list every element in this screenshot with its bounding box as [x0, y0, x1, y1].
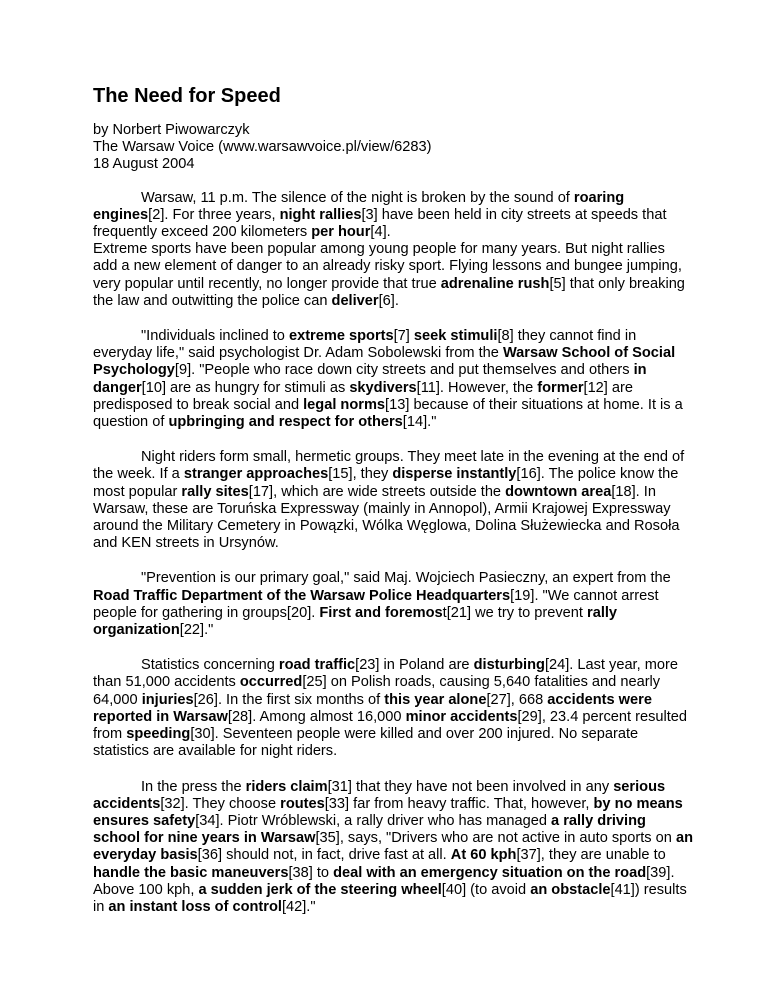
- date: 18 August 2004: [93, 156, 195, 173]
- text-segment: [2]. For three years,: [148, 206, 280, 223]
- vocab-term: disturbing: [473, 657, 545, 674]
- text-segment: t[21] we try to prevent: [442, 604, 588, 621]
- vocab-term: this year alone: [384, 691, 487, 708]
- text-segment: [33] far from heavy traffic. That, however,: [324, 795, 594, 812]
- vocab-term: Road Traffic Department of the Warsaw Police Headquarters: [93, 587, 511, 604]
- article-title: The Need for Speed: [93, 85, 281, 107]
- text-segment: [32]. They choose: [160, 795, 281, 812]
- vocab-term: accidents were reported in Warsaw: [93, 691, 652, 725]
- text-segment: [42].": [281, 898, 316, 915]
- text-segment: [23] in Poland are: [355, 657, 474, 674]
- text-segment: [3] have been held in city streets at speeds that frequently exceed 200 kilometers: [93, 206, 667, 241]
- text-segment: [35], says, "Drivers who are not active in auto sports on: [315, 830, 676, 847]
- vocab-term: rally sites: [181, 483, 249, 500]
- text-segment: [14].": [402, 414, 437, 431]
- vocab-term: routes: [280, 795, 325, 812]
- paragraph: [93, 190, 693, 242]
- vocab-term: injuries: [141, 691, 194, 708]
- text-segment: "Prevention is our primary goal," said Maj. Wojciech Pasieczny, an expert from the: [141, 570, 671, 587]
- paragraph: [93, 449, 693, 552]
- vocab-term: occurred: [239, 674, 303, 691]
- vocab-term: an everyday basis: [93, 830, 693, 864]
- vocab-term: Warsaw School of Social Psychology: [93, 345, 676, 379]
- text-segment: [4].: [370, 224, 391, 241]
- text-segment: [26]. In the first six months of: [193, 691, 385, 708]
- source: The Warsaw Voice (www.warsawvoice.pl/view/6283): [93, 139, 432, 156]
- vocab-term: At 60 kph: [450, 847, 517, 864]
- vocab-term: road traffic: [278, 657, 356, 674]
- vocab-term: disperse instantly: [392, 466, 517, 483]
- vocab-term: minor accidents: [405, 708, 518, 725]
- vocab-term: skydivers: [349, 379, 417, 396]
- vocab-term: First and foremos: [319, 604, 443, 621]
- text-segment: [28]. Among almost 16,000: [227, 708, 406, 725]
- text-segment: [6].: [378, 292, 399, 309]
- text-segment: [41]) results in: [93, 881, 687, 915]
- vocab-term: upbringing and respect for others: [168, 414, 403, 431]
- article: [93, 84, 693, 916]
- article-meta: [93, 122, 693, 174]
- vocab-term: riders claim: [245, 778, 328, 795]
- text-segment: "Individuals inclined to: [141, 328, 289, 345]
- text-segment: [8] they cannot find in everyday life," said psychologist Dr. Adam Sobolewski from the: [93, 328, 637, 362]
- vocab-term: legal norms: [303, 396, 386, 413]
- text-segment: Statistics concerning: [141, 657, 279, 674]
- vocab-term: roaring engines: [93, 189, 625, 223]
- text-segment: [36] should not, in fact, drive fast at all.: [197, 847, 451, 864]
- vocab-term: an obstacle: [530, 881, 611, 898]
- vocab-term: serious accidents: [93, 778, 666, 812]
- text-segment: [22].": [179, 622, 214, 639]
- vocab-term: stranger approaches: [183, 466, 329, 483]
- text-segment: [15], they: [328, 466, 393, 483]
- vocab-term: an instant loss of control: [108, 898, 282, 915]
- text-segment: In the press the: [141, 778, 246, 795]
- vocab-term: handle the basic maneuvers: [93, 864, 289, 881]
- text-segment: Extreme sports have been popular among young people for many years. But night rallies add a new element of danger to an already risky sport. Flying lessons and bungee jumping, very popular until recently, no longer provide that true: [93, 241, 682, 292]
- text-segment: [11]. However, the: [416, 379, 538, 396]
- vocab-term: downtown area: [505, 483, 612, 500]
- text-segment: [31] that they have not been involved in any: [327, 778, 614, 795]
- vocab-term: a rally driving school for nine years in Warsaw: [93, 812, 646, 847]
- text-segment: [13] because of their situations at home. It is a question of: [93, 396, 683, 431]
- text-segment: [9]. "People who race down city streets and put themselves and others: [174, 362, 634, 379]
- text-segment: [5] that only breaking the law and outwitting the police can: [93, 275, 685, 309]
- vocab-term: adrenaline rush: [440, 275, 550, 292]
- vocab-term: speeding: [126, 726, 191, 743]
- text-segment: [37], they are unable to: [516, 847, 666, 864]
- text-segment: [34]. Piotr Wróblewski, a rally driver who has managed: [195, 812, 552, 829]
- text-segment: [24]. Last year, more than 51,000 accidents: [93, 657, 678, 691]
- vocab-term: rally organization: [93, 604, 618, 639]
- vocab-term: seek stimuli: [413, 328, 498, 345]
- vocab-term: deliver: [331, 292, 379, 309]
- paragraph: [93, 657, 693, 760]
- text-segment: [30]. Seventeen people were killed and over 200 injured. No separate statistics are available for night riders.: [93, 726, 639, 760]
- text-segment: [29], 23.4 percent resulted from: [93, 708, 688, 743]
- text-segment: [16]. The police know the most popular: [93, 466, 679, 500]
- text-segment: Night riders form small, hermetic groups. They meet late in the evening at the end of the week. If a: [93, 449, 685, 483]
- vocab-term: a sudden jerk of the steering wheel: [198, 881, 442, 898]
- text-segment: [7]: [393, 328, 414, 345]
- article-body: [93, 190, 693, 917]
- text-segment: [12] are predisposed to break social and: [93, 379, 634, 413]
- text-segment: [17], which are wide streets outside the: [248, 483, 506, 500]
- byline: by Norbert Piwowarczyk: [93, 122, 250, 138]
- text-segment: [10] are as hungry for stimuli as: [141, 379, 350, 396]
- vocab-term: former: [537, 379, 584, 396]
- text-segment: [18]. In Warsaw, these are Toruńska Expressway (mainly in Annopol), Armii Krajowej Expressway around the Military Cemetery in Powązki, Wólka Węglowa, Dolina Służewiecka and Rosoła and KEN streets in Ursynów.: [93, 483, 680, 552]
- text-segment: [27], 668: [486, 691, 548, 708]
- vocab-term: per hour: [311, 224, 371, 241]
- text-segment: [25] on Polish roads, causing 5,640 fatalities and nearly 64,000: [93, 674, 661, 708]
- paragraph: [93, 779, 693, 917]
- paragraph: [93, 570, 693, 639]
- vocab-term: deal with an emergency situation on the road: [333, 864, 647, 881]
- text-segment: [19]. "We cannot arrest people for gathering in groups[20].: [93, 587, 659, 621]
- text-segment: [38] to: [288, 864, 334, 881]
- text-segment: Warsaw, 11 p.m. The silence of the night is broken by the sound of: [141, 189, 574, 206]
- vocab-term: by no means ensures safety: [93, 795, 683, 829]
- vocab-term: extreme sports: [288, 328, 394, 345]
- vocab-term: in danger: [93, 362, 647, 396]
- paragraph: [93, 328, 693, 431]
- text-segment: [39]. Above 100 kph,: [93, 864, 675, 898]
- text-segment: [40] (to avoid: [441, 881, 531, 898]
- paragraph: [93, 241, 693, 310]
- vocab-term: night rallies: [279, 206, 362, 223]
